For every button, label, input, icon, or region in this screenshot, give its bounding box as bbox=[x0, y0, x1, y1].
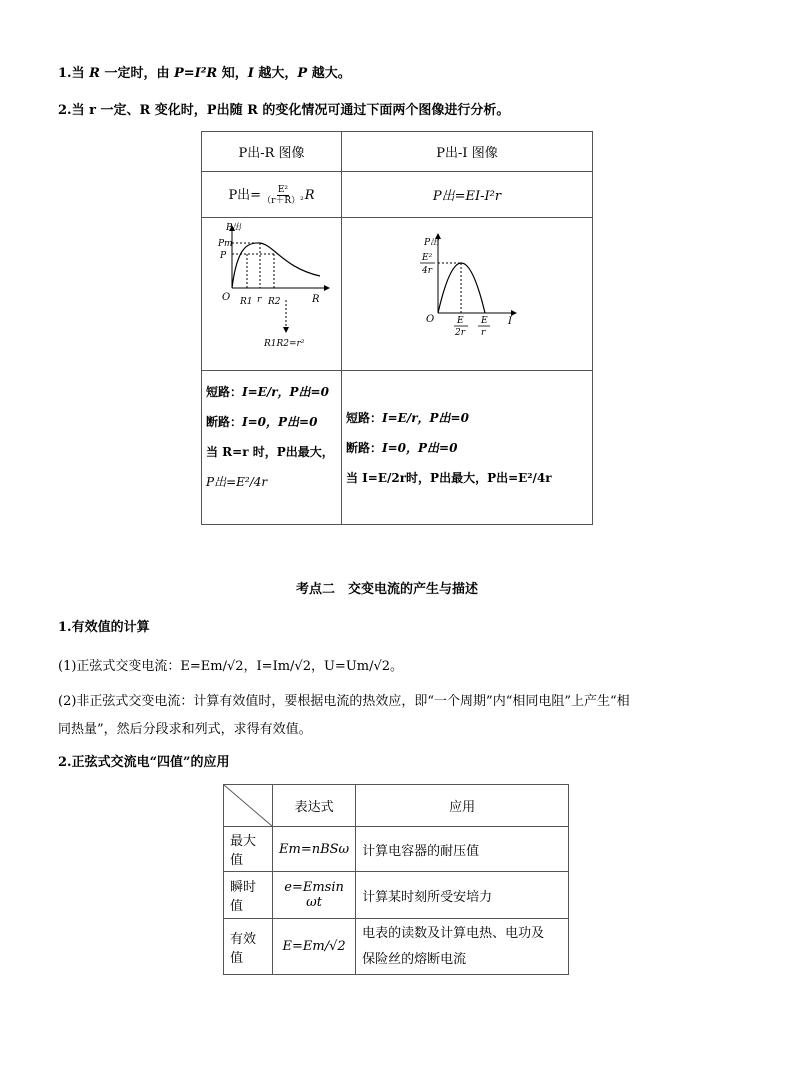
row-use: 电表的读数及计算电热、电功及 保险丝的熔断电流 bbox=[356, 919, 569, 975]
row-name: 有效值 bbox=[224, 919, 273, 975]
table-row bbox=[224, 919, 569, 975]
col1-formula: P出= $\frac{\text{E²}}{\text{（r＋R）²}}$ R bbox=[202, 172, 342, 218]
row-use: 计算电容器的耐压值 bbox=[356, 827, 569, 872]
item1-sub1: (1)正弦式交变电流：E=Em/√2，I=Im/√2，U=Um/√2。 bbox=[58, 659, 404, 674]
item1-sub2-line2: 同热量”，然后分段求和列式，求得有效值。 bbox=[58, 722, 312, 737]
row-expr: Em=nBSω bbox=[273, 827, 356, 872]
g1-r: r bbox=[257, 295, 262, 305]
col1-notes: 短路：I=E/r，P出=0 断路：I=0，P出=0 当 R=r 时，P出最大， P出=E²/4r bbox=[202, 371, 342, 525]
header-use: 应用 bbox=[356, 785, 569, 827]
g1-r1: R1 bbox=[240, 297, 253, 307]
row-name: 瞬时值 bbox=[224, 872, 273, 919]
g2-x1-den: 2r bbox=[455, 328, 466, 338]
col2-formula: P出=EI-I²r bbox=[342, 172, 593, 218]
line-2: 2.当 r 一定、R 变化时，P出随 R 的变化情况可通过下面两个图像进行分析。 bbox=[58, 103, 510, 118]
row-expr: E=Em/√2 bbox=[273, 919, 356, 975]
table-row bbox=[224, 872, 569, 919]
g2-origin: O bbox=[426, 314, 435, 325]
section2-title: 考点二 交变电流的产生与描述 bbox=[296, 582, 479, 597]
graph-p-i-cell bbox=[342, 218, 593, 371]
line-1: 1.当 R 一定时，由 P=I²R 知，I 越大，P 越大。 bbox=[58, 66, 351, 81]
g2-peak-num: E² bbox=[422, 253, 433, 263]
g1-x-axis: R bbox=[312, 294, 320, 305]
power-graph-table bbox=[201, 131, 593, 525]
g1-r2: R2 bbox=[268, 297, 281, 307]
g1-note: R1R2=r² bbox=[264, 339, 305, 349]
col2-notes: 短路：I=E/r，P出=0 断路：I=0，P出=0 当 I=E/2r时，P出最大，P出=E²/4r bbox=[342, 371, 593, 525]
corner-cell bbox=[224, 785, 273, 827]
col2-header: P出-I 图像 bbox=[342, 132, 593, 172]
four-values-table bbox=[223, 784, 569, 975]
row-name: 最大值 bbox=[224, 827, 273, 872]
g2-x2-num: E bbox=[481, 316, 488, 326]
item2-heading: 2.正弦式交流电“四值”的应用 bbox=[58, 755, 230, 770]
g1-pm: Pm bbox=[218, 239, 233, 249]
g1-y-label: P出 bbox=[226, 223, 242, 233]
g1-p: P bbox=[220, 251, 227, 261]
formula-p-i2r: P=I²R bbox=[173, 66, 218, 81]
col1-header: P出-R 图像 bbox=[202, 132, 342, 172]
row-expr: e=Emsin ωt bbox=[273, 872, 356, 919]
graph-p-r bbox=[202, 218, 341, 366]
table-row bbox=[224, 827, 569, 872]
g2-x2-den: r bbox=[481, 328, 486, 338]
header-expr: 表达式 bbox=[273, 785, 356, 827]
g2-x-axis: I bbox=[508, 316, 512, 327]
g2-x1-num: E bbox=[457, 316, 464, 326]
item1-heading: 1.有效值的计算 bbox=[58, 620, 150, 635]
row-use: 计算某时刻所受安培力 bbox=[356, 872, 569, 919]
g2-peak-den: 4r bbox=[422, 266, 433, 276]
item1-sub2-line1: (2)非正弦式交变电流：计算有效值时，要根据电流的热效应，即“一个周期”内“相同电阻”上产生“相 bbox=[58, 694, 630, 709]
graph-p-r-cell bbox=[202, 218, 342, 371]
g2-y-label: P出 bbox=[424, 238, 440, 248]
p-r-curve bbox=[232, 243, 320, 288]
g1-origin: O bbox=[222, 292, 231, 303]
graph-p-i bbox=[342, 218, 592, 366]
